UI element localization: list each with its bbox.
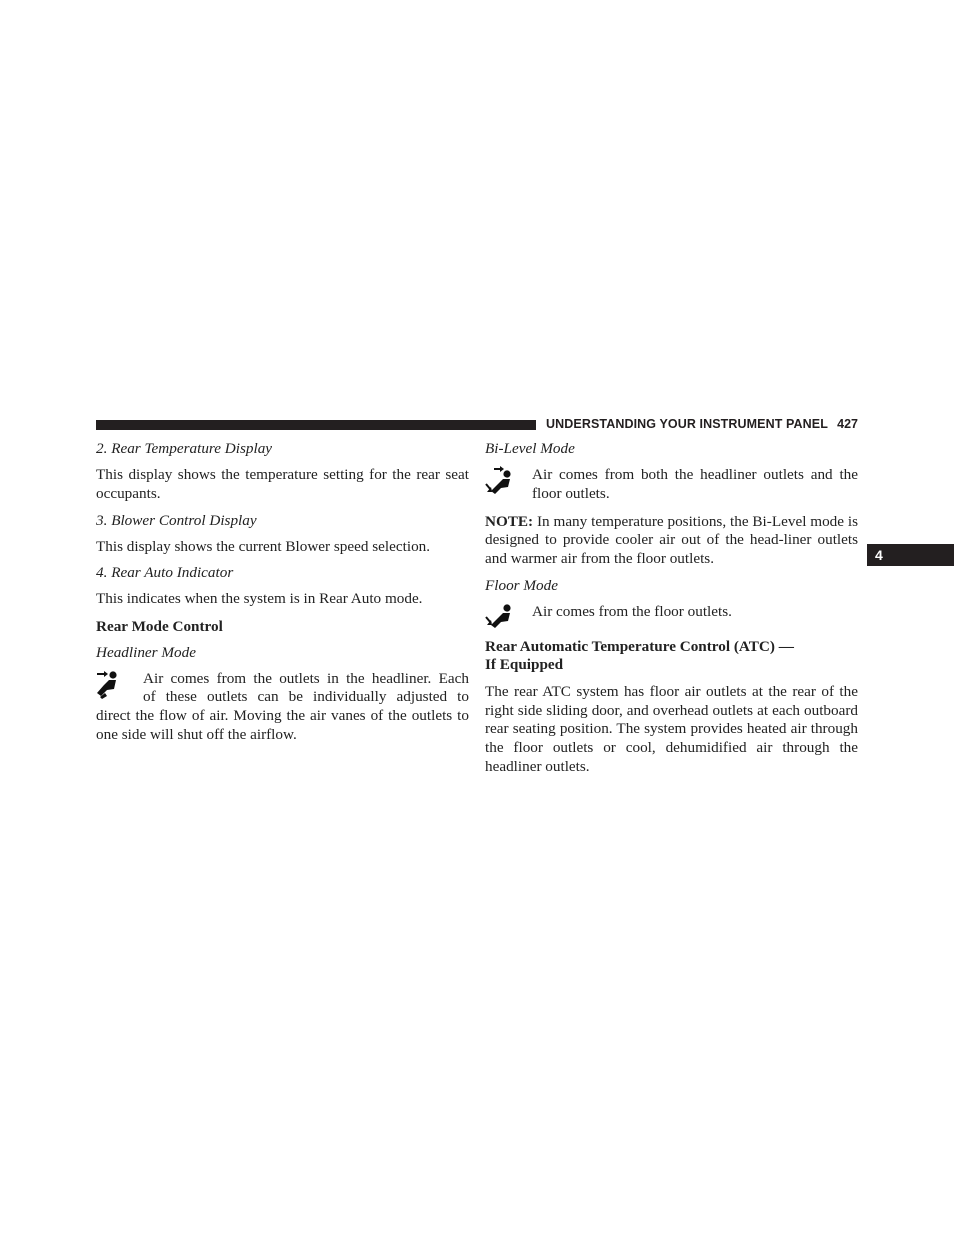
rear-temperature-heading: 2. Rear Temperature Display	[96, 440, 273, 457]
floor-mode-heading: Floor Mode	[485, 576, 558, 594]
rear-auto-heading: 4. Rear Auto Indicator	[96, 564, 234, 582]
bi-level-block	[485, 466, 858, 504]
blower-text: This display shows the current Blower speed selection.	[96, 537, 431, 555]
headliner-line1: Air comes from the outlets in the headliner. Each	[143, 669, 469, 687]
headliner-text: direct the flow of air. Moving the air vanes of the outlets to one side will shut off the airflow.	[96, 707, 469, 744]
note-label: NOTE:	[485, 512, 534, 530]
page-number: 427	[837, 417, 858, 431]
right-column	[485, 437, 858, 777]
headliner-line2: of these outlets can be individually adjusted to	[143, 688, 469, 706]
blower-heading: 3. Blower Control Display	[96, 511, 257, 529]
rear-auto-text: This indicates when the system is in Rear Auto mode.	[96, 590, 423, 608]
note-paragraph	[485, 513, 858, 569]
floor-mode-block	[485, 603, 858, 622]
headliner-mode-heading: Headliner Mode	[96, 643, 196, 661]
rear-temperature-text: This display shows the temperature setting for the rear seat occupants.	[96, 466, 469, 502]
note-text: In many temperature positions, the Bi-Level mode is designed to provide cooler air out of the head-liner outlets and warmer air from the floor outlets.	[485, 512, 859, 568]
bi-level-heading: Bi-Level Mode	[485, 440, 575, 457]
header-rule	[96, 420, 536, 430]
headliner-mode-icon	[96, 670, 124, 700]
bi-level-text: Air comes from both the headliner outlets and the floor outlets.	[532, 466, 858, 502]
atc-heading-line2: If Equipped	[485, 656, 564, 674]
bi-level-mode-icon	[485, 466, 513, 496]
section-title: UNDERSTANDING YOUR INSTRUMENT PANEL	[546, 417, 828, 431]
chapter-tab: 4	[867, 544, 954, 566]
floor-mode-text: Air comes from the floor outlets.	[532, 602, 732, 620]
floor-mode-icon	[485, 603, 513, 633]
left-column	[96, 437, 469, 745]
atc-text: The rear ATC system has floor air outlets at the rear of the right side sliding door, and overhead outlets at each outboard rear seating position. The system provides heated air through the floor outlets or cool, dehumidified air through the headliner outlets.	[485, 682, 858, 775]
rear-mode-control-heading: Rear Mode Control	[96, 618, 223, 636]
atc-heading-line1: Rear Automatic Temperature Control (ATC) —	[485, 637, 794, 655]
headliner-mode-block	[96, 670, 469, 745]
